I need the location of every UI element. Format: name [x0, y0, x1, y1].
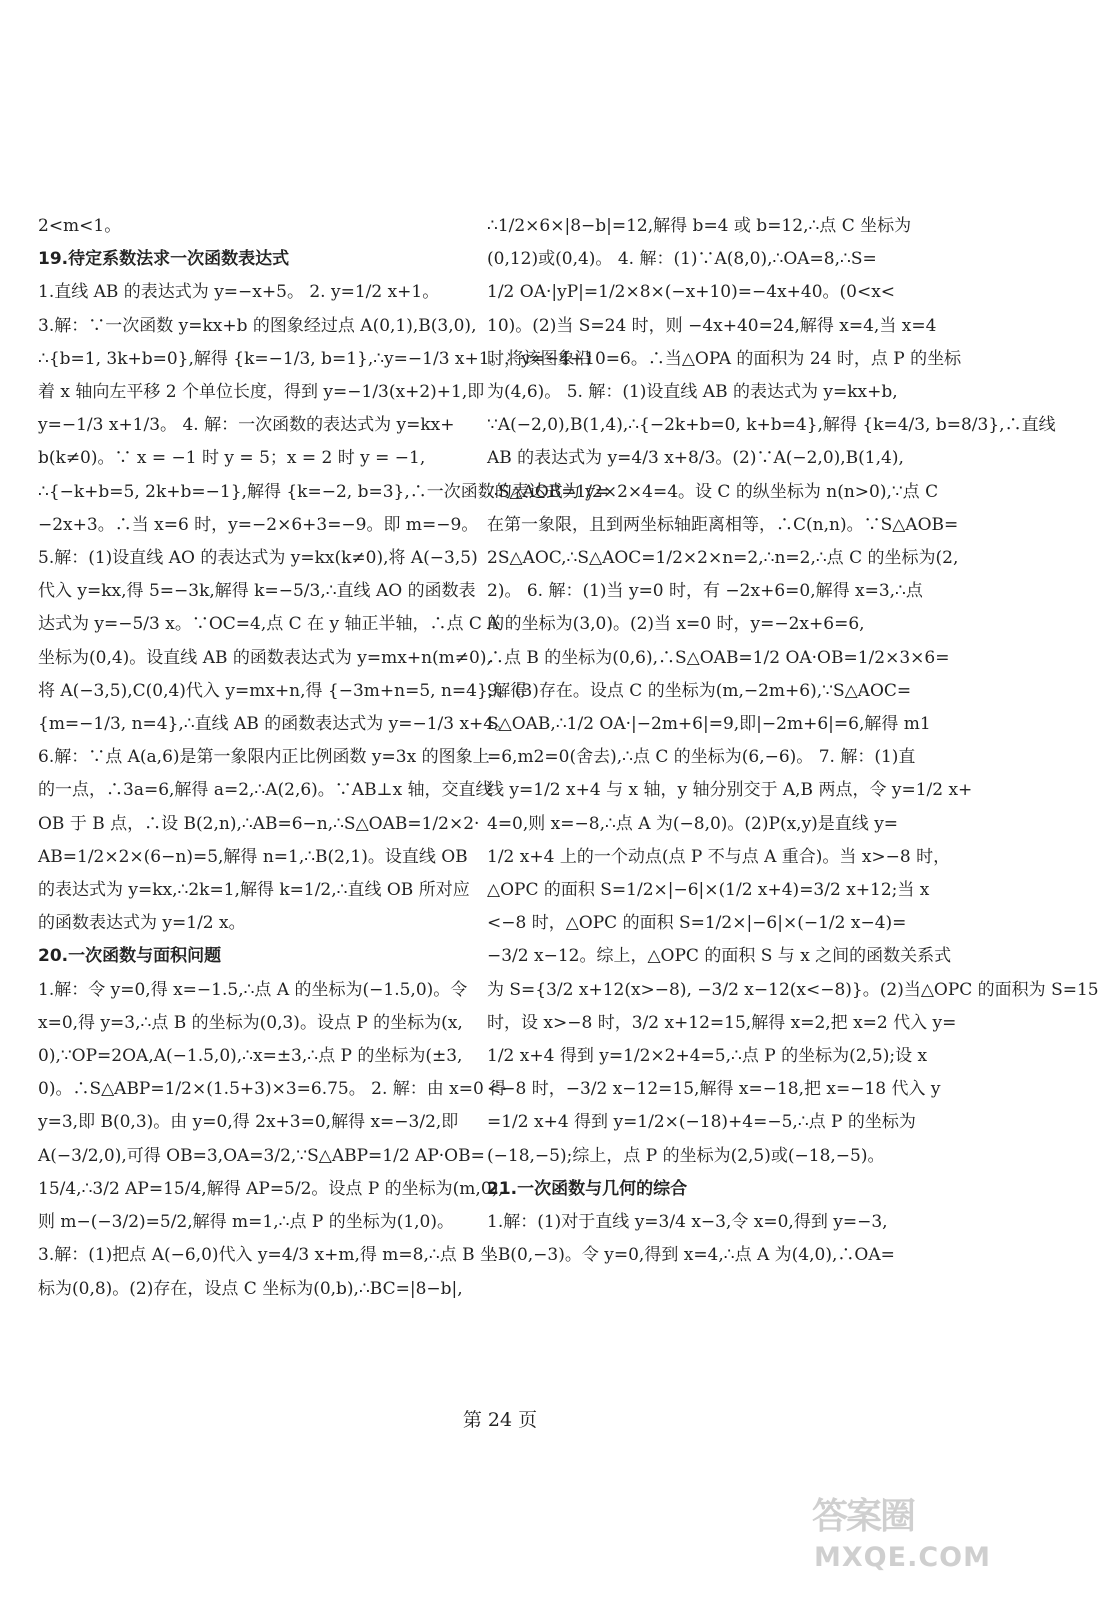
text-line: 0)。∴S△ABP=1/2×(1.5+3)×3=6.75。 2. 解：由 x=0 得	[38, 1079, 507, 1100]
text-line: 将 A(−3,5),C(0,4)代入 y=mx+n,得 {−3m+n=5, n=4},解得	[38, 680, 528, 701]
text-line: 15/4,∴3/2 AP=15/4,解得 AP=5/2。设点 P 的坐标为(m,0),	[38, 1178, 504, 1199]
text-line: 1/2 x+4 得到 y=1/2×2+4=5,∴点 P 的坐标为(2,5);设 x	[487, 1046, 928, 1067]
text-line: 坐标为(0,4)。设直线 AB 的函数表达式为 y=mx+n(m≠0),	[38, 647, 492, 668]
text-line: 则 m−(−3/2)=5/2,解得 m=1,∴点 P 的坐标为(1,0)。	[38, 1212, 454, 1233]
text-line: 为(4,6)。 5. 解：(1)设直线 AB 的表达式为 y=kx+b,	[487, 382, 898, 403]
watermark	[812, 1488, 991, 1588]
text-line: A(−3/2,0),可得 OB=3,OA=3/2,∵S△ABP=1/2 AP·OB=	[38, 1145, 485, 1166]
text-line: ∴B(0,−3)。令 y=0,得到 x=4,∴点 A 为(4,0),∴OA=	[487, 1245, 895, 1266]
text-line: (−18,−5);综上，点 P 的坐标为(2,5)或(−18,−5)。	[487, 1145, 885, 1166]
text-line: ∴点 B 的坐标为(0,6),∴S△OAB=1/2 OA·OB=1/2×3×6=	[487, 647, 950, 668]
section-heading: 21.一次函数与几何的综合	[487, 1178, 688, 1199]
text-line: ∴1/2×6×|8−b|=12,解得 b=4 或 b=12,∴点 C 坐标为	[487, 216, 912, 236]
text-line: A 的坐标为(3,0)。(2)当 x=0 时，y=−2x+6=6,	[487, 614, 865, 635]
text-line: OB 于 B 点，∴设 B(2,n),∴AB=6−n,∴S△OAB=1/2×2·	[38, 813, 480, 834]
text-line: 5.解：(1)设直线 AO 的表达式为 y=kx(k≠0),将 A(−3,5)	[38, 548, 478, 569]
watermark-logo: 答案圈	[812, 1496, 915, 1537]
text-line: 达式为 y=−5/3 x。∵OC=4,点 C 在 y 轴正半轴，∴点 C 的	[38, 614, 505, 635]
section-heading: 20.一次函数与面积问题	[38, 946, 222, 967]
text-line: (0,12)或(0,4)。 4. 解：(1)∵A(8,0),∴OA=8,∴S=	[487, 249, 877, 270]
text-line: 2<m<1。	[38, 216, 122, 236]
text-line: 的一点，∴3a=6,解得 a=2,∴A(2,6)。∵AB⊥x 轴，交直线	[38, 780, 493, 801]
text-line: 2S△AOC,∴S△AOC=1/2×2×n=2,∴n=2,∴点 C 的坐标为(2,	[487, 548, 959, 569]
text-line: 4=0,则 x=−8,∴点 A 为(−8,0)。(2)P(x,y)是直线 y=	[487, 813, 899, 834]
text-line: =1/2 x+4 得到 y=1/2×(−18)+4=−5,∴点 P 的坐标为	[487, 1112, 916, 1133]
text-line: −3/2 x−12。综上，△OPC 的面积 S 与 x 之间的函数关系式	[487, 946, 952, 967]
text-line: 的表达式为 y=kx,∴2k=1,解得 k=1/2,∴直线 OB 所对应	[38, 880, 470, 901]
text-line: 3.解：(1)把点 A(−6,0)代入 y=4/3 x+m,得 m=8,∴点 B 坐	[38, 1245, 497, 1266]
text-line: 10)。(2)当 S=24 时，则 −4x+40=24,解得 x=4,当 x=4	[487, 315, 937, 336]
text-line: y=3,即 B(0,3)。由 y=0,得 2x+3=0,解得 x=−3/2,即	[38, 1112, 459, 1133]
text-line: {m=−1/3, n=4},∴直线 AB 的函数表达式为 y=−1/3 x+4。	[38, 714, 512, 735]
text-line: 6.解：∵点 A(a,6)是第一象限内正比例函数 y=3x 的图象上	[38, 747, 490, 768]
text-line: 2)。 6. 解：(1)当 y=0 时，有 −2x+6=0,解得 x=3,∴点	[487, 581, 923, 602]
text-line: S△OAB,∴1/2 OA·|−2m+6|=9,即|−2m+6|=6,解得 m1	[487, 714, 931, 735]
text-line: 1/2 x+4 上的一个动点(点 P 不与点 A 重合)。当 x>−8 时，	[487, 846, 951, 867]
text-line: 时，y=−4+10=6。∴当△OPA 的面积为 24 时，点 P 的坐标	[487, 348, 962, 369]
text-line: 1.解：令 y=0,得 x=−1.5,∴点 A 的坐标为(−1.5,0)。令	[38, 979, 468, 1000]
text-line: y=−1/3 x+1/3。 4. 解：一次函数的表达式为 y=kx+	[38, 415, 455, 436]
text-line: 时，设 x>−8 时，3/2 x+12=15,解得 x=2,把 x=2 代入 y=	[487, 1012, 957, 1033]
text-line: 0),∵OP=2OA,A(−1.5,0),∴x=±3,∴点 P 的坐标为(±3,	[38, 1046, 463, 1067]
section-heading: 19.待定系数法求一次函数表达式	[38, 249, 290, 270]
text-line: 1.解：(1)对于直线 y=3/4 x−3,令 x=0,得到 y=−3,	[487, 1212, 888, 1233]
watermark-site: MXQE.COM	[814, 1542, 991, 1573]
text-line: <−8 时，△OPC 的面积 S=1/2×|−6|×(−1/2 x−4)=	[487, 913, 907, 934]
text-line: AB 的表达式为 y=4/3 x+8/3。(2)∵A(−2,0),B(1,4),	[487, 448, 904, 469]
page-number: 第 24 页	[462, 1409, 538, 1431]
text-line: 1/2 OA·|yP|=1/2×8×(−x+10)=−4x+40。(0<x<	[487, 282, 896, 303]
text-line: ∴{b=1, 3k+b=0},解得 {k=−1/3, b=1},∴y=−1/3 x+1。将该图象沿	[38, 348, 592, 369]
text-line: 1.直线 AB 的表达式为 y=−x+5。 2. y=1/2 x+1。	[38, 282, 440, 303]
text-line: b(k≠0)。∵ x = −1 时 y = 5；x = 2 时 y = −1,	[38, 448, 426, 469]
text-line: AB=1/2×2×(6−n)=5,解得 n=1,∴B(2,1)。设直线 OB	[38, 846, 468, 867]
text-line: 9。(3)存在。设点 C 的坐标为(m,−2m+6),∵S△AOC=	[487, 680, 912, 701]
text-line: 的函数表达式为 y=1/2 x。	[38, 913, 246, 934]
text-line: 3.解：∵一次函数 y=kx+b 的图象经过点 A(0,1),B(3,0),	[38, 315, 477, 336]
text-line: x=0,得 y=3,∴点 B 的坐标为(0,3)。设点 P 的坐标为(x,	[38, 1012, 463, 1033]
text-line: 线 y=1/2 x+4 与 x 轴，y 轴分别交于 A,B 两点，令 y=1/2 x+	[487, 780, 973, 801]
text-line: <−8 时，−3/2 x−12=15,解得 x=−18,把 x=−18 代入 y	[487, 1079, 941, 1100]
text-line: 为 S={3/2 x+12(x>−8), −3/2 x−12(x<−8)}。(2)当△OPC 的面积为 S=15	[487, 979, 1099, 1000]
text-line: 着 x 轴向左平移 2 个单位长度，得到 y=−1/3(x+2)+1,即	[38, 382, 485, 403]
right-column	[487, 210, 1099, 1273]
text-line: 在第一象限，且到两坐标轴距离相等，∴C(n,n)。∵S△AOB=	[487, 514, 959, 535]
text-line: 代入 y=kx,得 5=−3k,解得 k=−5/3,∴直线 AO 的函数表	[38, 581, 476, 602]
text-line: ∵A(−2,0),B(1,4),∴{−2k+b=0, k+b=4},解得 {k=4/3, b=8/3},∴直线	[487, 415, 1056, 436]
text-line: 标为(0,8)。(2)存在，设点 C 坐标为(0,b),∴BC=|8−b|,	[38, 1278, 463, 1299]
text-line: ∴{−k+b=5, 2k+b=−1},解得 {k=−2, b=3},∴一次函数的表达式为 y=	[38, 481, 609, 502]
text-line: △OPC 的面积 S=1/2×|−6|×(1/2 x+4)=3/2 x+12;当 x	[487, 880, 930, 901]
text-line: =6,m2=0(舍去),∴点 C 的坐标为(6,−6)。 7. 解：(1)直	[487, 747, 916, 768]
text-line: ∴S△AOB=1/2×2×4=4。设 C 的纵坐标为 n(n>0),∵点 C	[487, 481, 939, 502]
text-line: −2x+3。∴当 x=6 时，y=−2×6+3=−9。即 m=−9。	[38, 514, 479, 535]
